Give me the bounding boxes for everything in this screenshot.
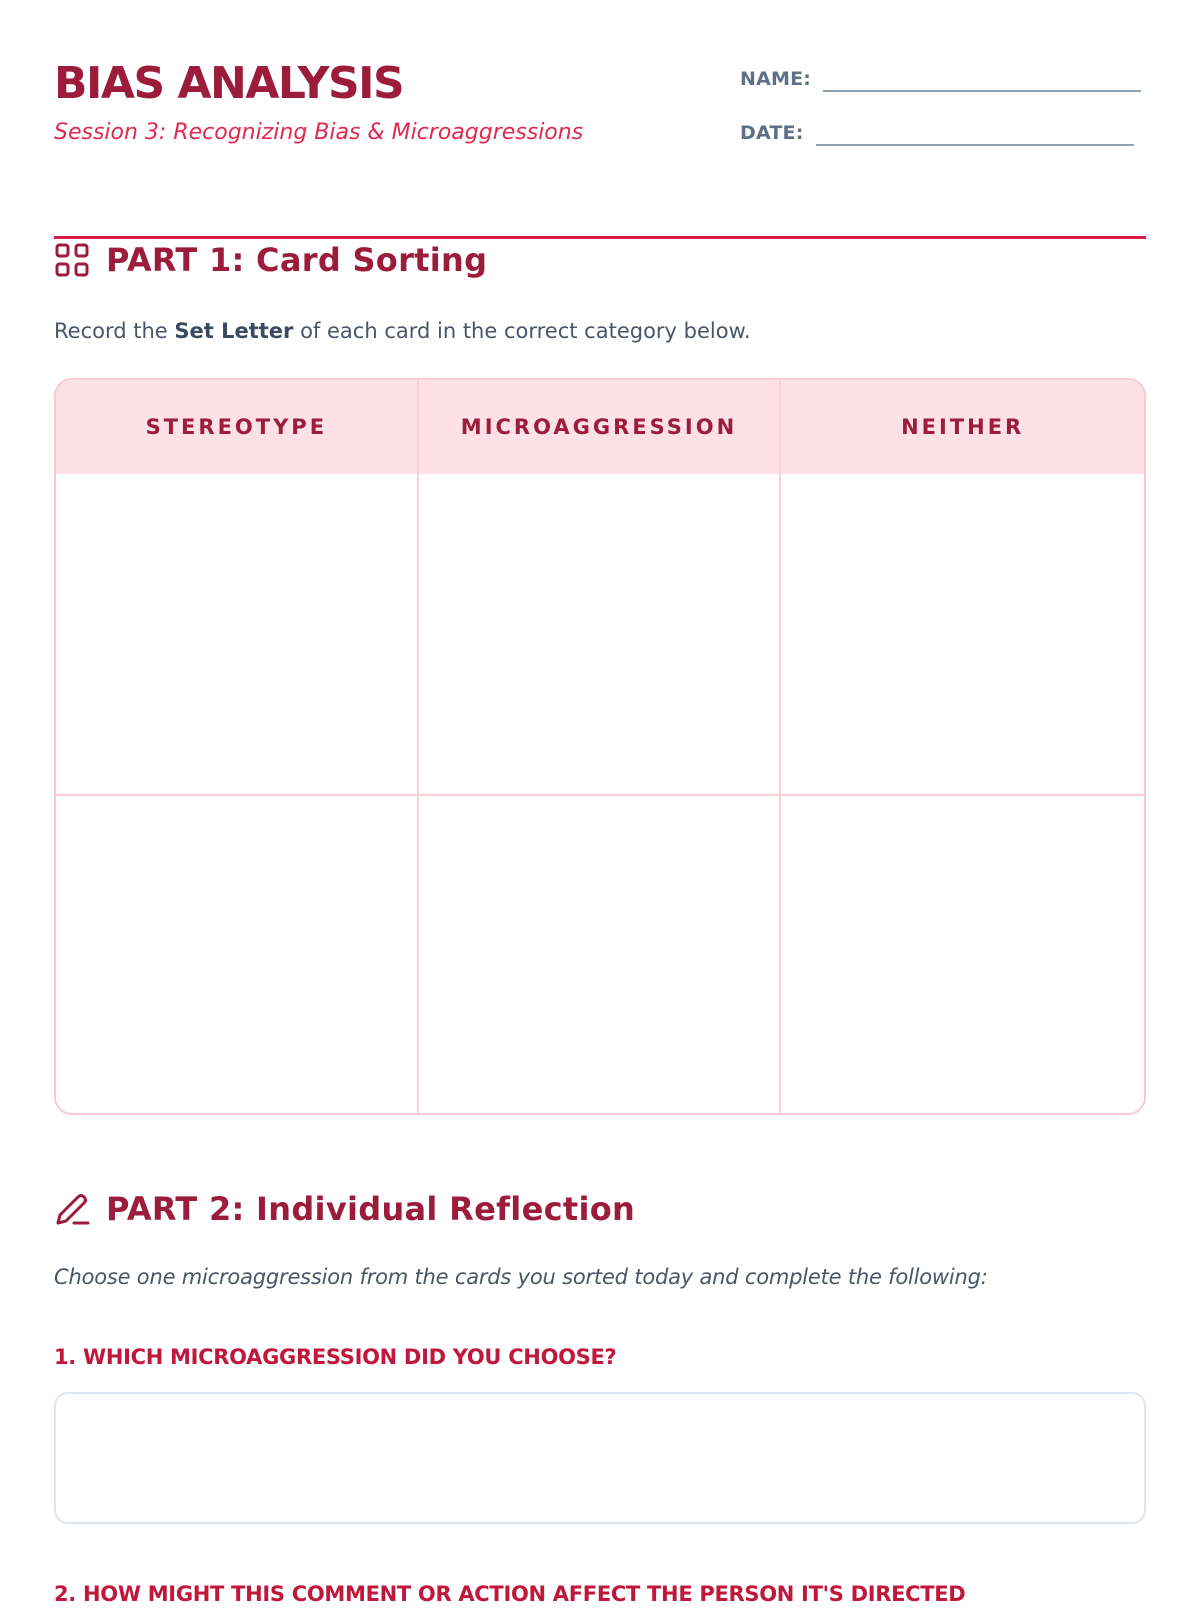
neither-cell-2[interactable] bbox=[781, 794, 1144, 1114]
part2-title: PART 2: Individual Reflection bbox=[106, 1190, 636, 1228]
part2-intro: Choose one microaggression from the cards you sorted today and complete the following: bbox=[54, 1265, 988, 1289]
column-header-stereotype: STEREOTYPE bbox=[56, 380, 419, 474]
part1-instruction bbox=[54, 316, 751, 346]
name-label: NAME: bbox=[740, 68, 812, 90]
question-1-label: 1. WHICH MICROAGGRESSION DID YOU CHOOSE? bbox=[54, 1345, 617, 1369]
part1-heading bbox=[54, 240, 487, 280]
question-1-answer-box[interactable] bbox=[54, 1392, 1146, 1524]
date-row bbox=[740, 114, 1134, 146]
microaggression-cell-1[interactable] bbox=[419, 474, 782, 794]
name-row bbox=[740, 60, 1141, 92]
card-sorting-table bbox=[54, 378, 1146, 1115]
microaggression-cell-2[interactable] bbox=[419, 794, 782, 1114]
name-field[interactable] bbox=[823, 60, 1141, 92]
stereotype-cell-2[interactable] bbox=[56, 794, 419, 1114]
date-field[interactable] bbox=[816, 114, 1134, 146]
page-title: BIAS ANALYSIS bbox=[54, 58, 404, 109]
worksheet-header bbox=[54, 56, 1146, 184]
instruction-bold-text: Set Letter bbox=[174, 319, 294, 343]
header-divider bbox=[54, 236, 1146, 239]
column-header-neither: NEITHER bbox=[781, 380, 1144, 474]
neither-cell-1[interactable] bbox=[781, 474, 1144, 794]
part2-heading bbox=[54, 1189, 635, 1229]
date-label: DATE: bbox=[740, 122, 804, 144]
stereotype-cell-1[interactable] bbox=[56, 474, 419, 794]
pencil-icon bbox=[54, 1191, 90, 1227]
question-2-label: 2. HOW MIGHT THIS COMMENT OR ACTION AFFECT THE PERSON IT'S DIRECTED bbox=[54, 1582, 966, 1606]
instruction-text-start: Record the bbox=[54, 319, 175, 343]
instruction-text-end: of each card in the correct category below. bbox=[293, 319, 751, 343]
worksheet-page bbox=[54, 0, 1146, 1606]
grid-icon bbox=[54, 242, 90, 278]
page-subtitle: Session 3: Recognizing Bias & Microaggressions bbox=[54, 120, 584, 145]
column-header-microaggression: MICROAGGRESSION bbox=[419, 380, 782, 474]
part1-title: PART 1: Card Sorting bbox=[106, 241, 488, 279]
